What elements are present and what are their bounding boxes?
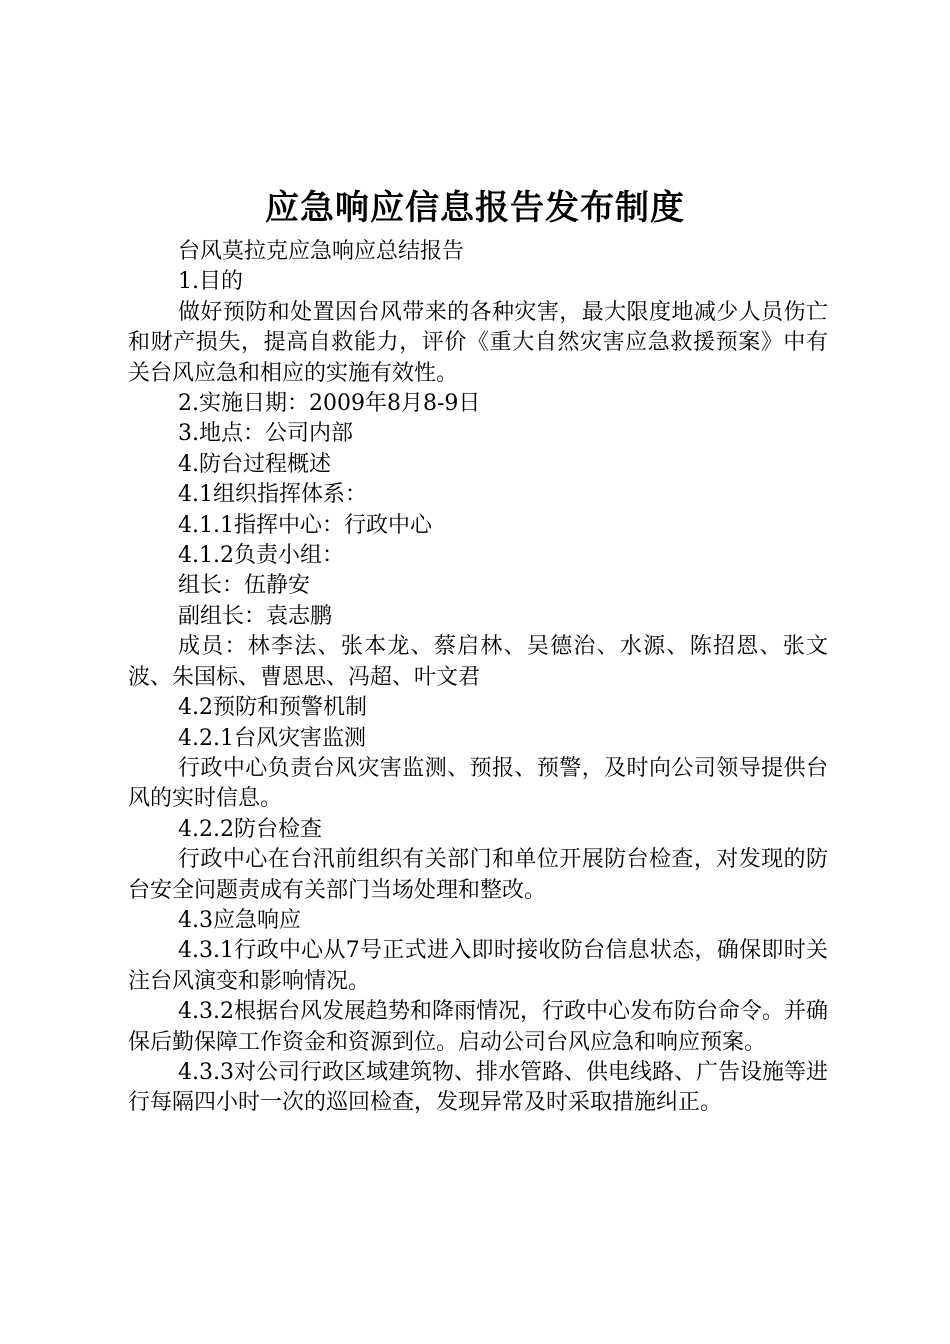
paragraph: 4.3.2根据台风发展趋势和降雨情况，行政中心发布防台命令。并确保后勤保障工作资金和资源到位。启动公司台风应急和响应预案。 [128,999,828,1055]
paragraph: 做好预防和处置因台风带来的各种灾害，最大限度地减少人员伤亡和财产损失，提高自救能力，评价《重大自然灾害应急救援预案》中有关台风应急和相应的实施有效性。 [128,299,828,386]
paragraph: 4.2.1台风灾害监测 [178,725,366,751]
paragraph: 4.2.2防台检查 [178,816,322,842]
paragraph: 副组长：袁志鹏 [178,603,333,629]
paragraph: 台风莫拉克应急响应总结报告 [178,239,465,264]
paragraph: 组长：伍静安 [178,573,311,599]
paragraph: 2.实施日期：2009年8月8-9日 [178,391,481,417]
paragraph: 4.3应急响应 [178,907,301,933]
paragraph: 4.3.1行政中心从7号正式进入即时接收防台信息状态，确保即时关注台风演变和影响情况。 [128,938,828,994]
document-title: 应急响应信息报告发布制度 [265,188,685,228]
paragraph: 行政中心在台汛前组织有关部门和单位开展防台检查，对发现的防台安全问题责成有关部门当场处理和整改。 [128,847,828,903]
paragraph: 4.1组织指挥体系： [178,482,367,508]
document-body [128,237,828,1119]
paragraph: 4.3.3对公司行政区域建筑物、排水管路、供电线路、广告设施等进行每隔四小时一次的巡回检查，发现异常及时采取措施纠正。 [128,1059,828,1116]
paragraph: 4.1.1指挥中心：行政中心 [178,512,432,538]
paragraph: 成员：林李法、张本龙、蔡启林、吴德治、水源、陈招恩、张文波、朱国标、曹恩思、冯超、叶文君 [128,634,828,690]
paragraph: 4.1.2负责小组： [178,543,344,569]
paragraph: 4.防台过程概述 [178,451,331,477]
paragraph: 4.2预防和预警机制 [178,695,367,721]
paragraph: 3.地点：公司内部 [178,421,353,447]
paragraph: 1.目的 [178,269,243,295]
paragraph: 行政中心负责台风灾害监测、预报、预警，及时向公司领导提供台风的实时信息。 [128,755,828,812]
